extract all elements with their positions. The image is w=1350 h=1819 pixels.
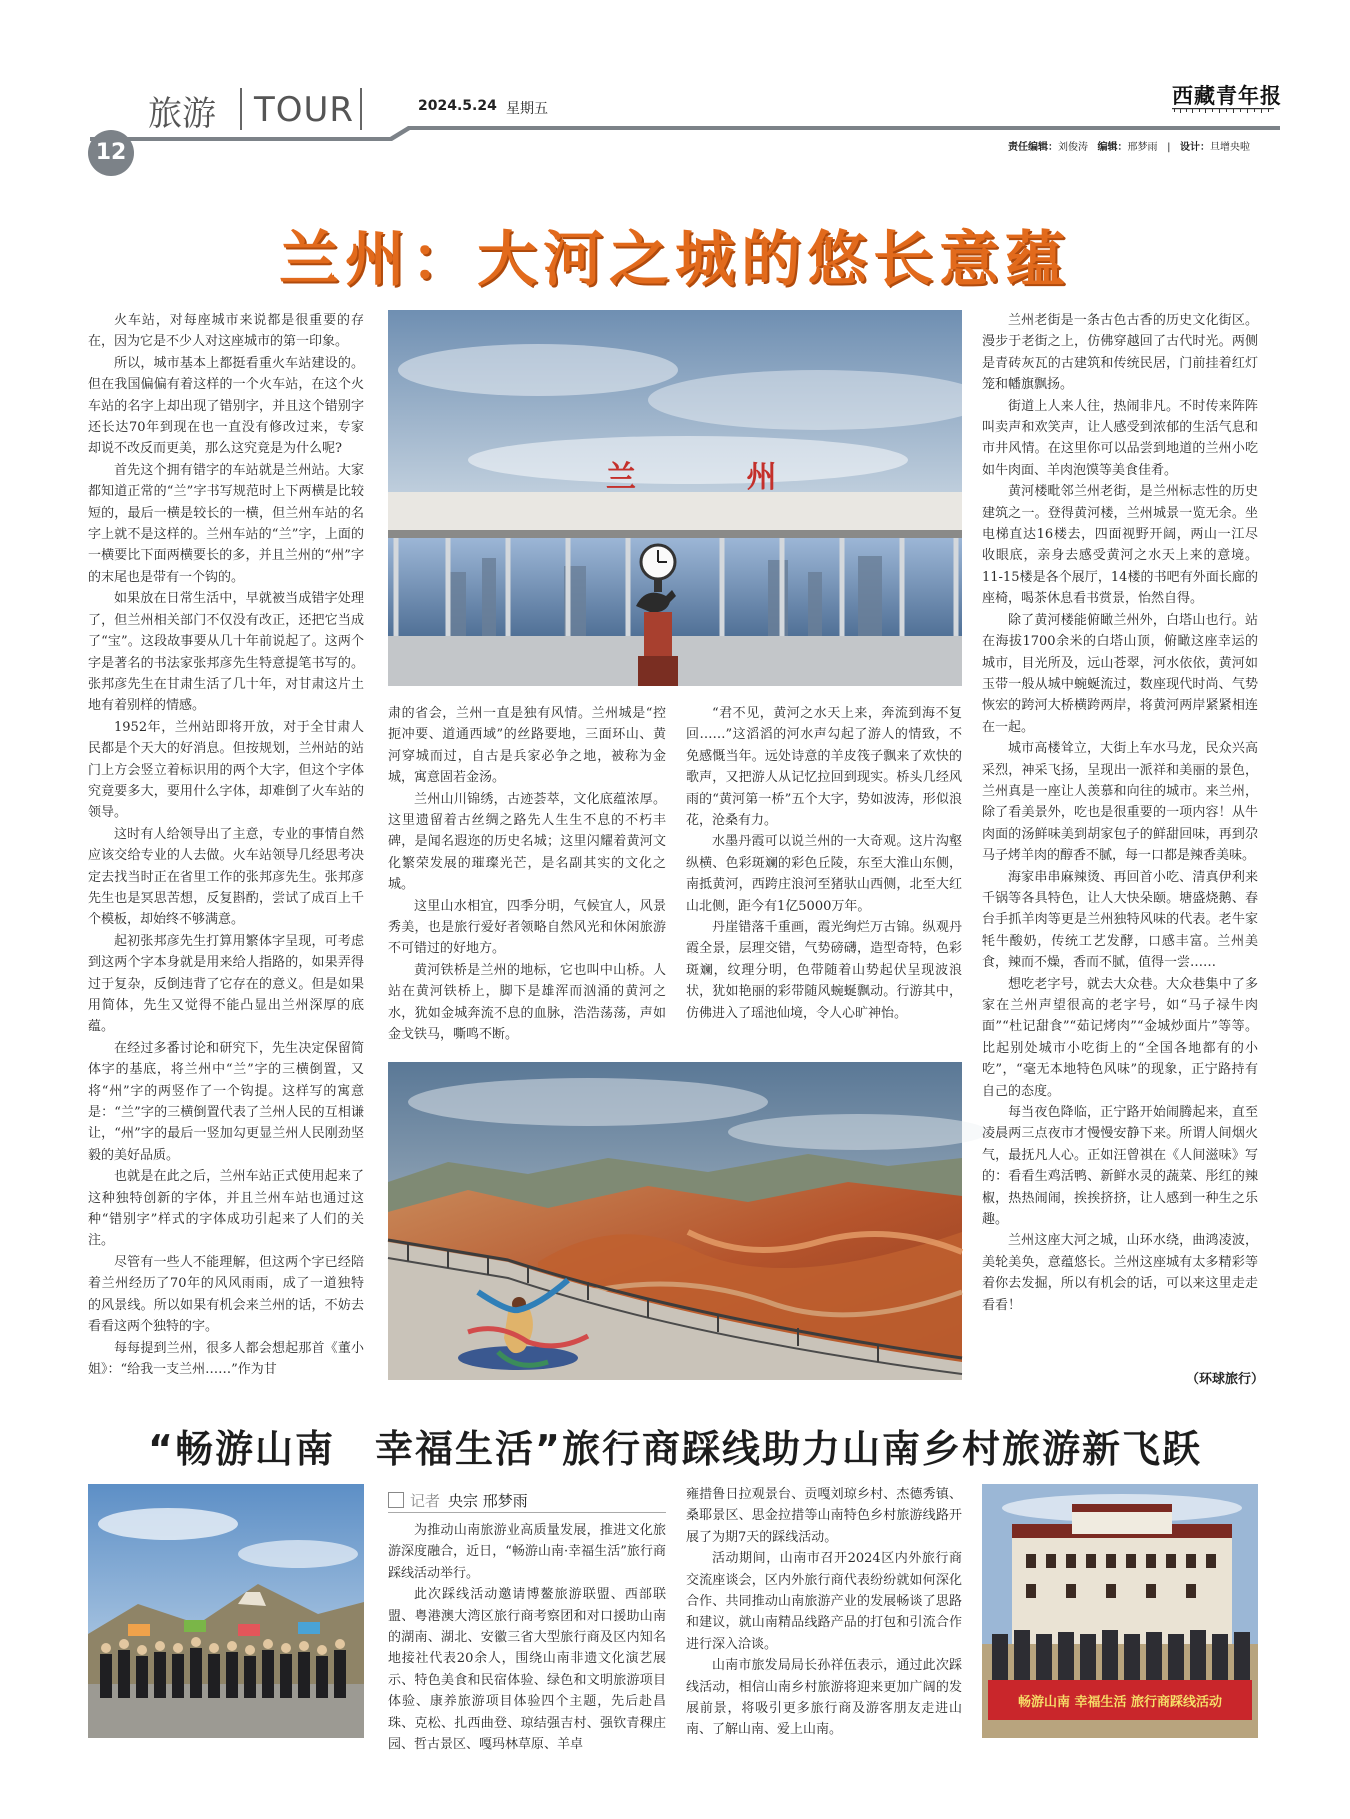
paragraph: 在经过多番讨论和研究下，先生决定保留简体字的基底，将兰州中“兰”字的三横倒置，又将“州”字的两竖作了一个钩提。这样写的寓意是：“兰”字的三横倒置代表了兰州人民的互相谦让，“州”字的最后一竖加勾更显兰州人民刚劲坚毅的美好品质。 — [88, 1040, 364, 1163]
paragraph: 城市高楼耸立，大街上车水马龙，民众兴高采烈，神采飞扬，呈现出一派祥和美丽的景色，兰州真是一座让人羡慕和向往的城市。来兰州，除了看美景外，吃也是很重要的一项内容！从牛肉面的汤鲜味美到胡家包子的鲜甜回味，再到尕马子烤羊肉的醇香不腻，每一口都是辣香美味。 — [982, 741, 1258, 864]
banner-text: 畅游山南 幸福生活 旅行商踩线活动 — [1017, 1695, 1223, 1710]
paragraph: 每每提到兰州，很多人都会想起那首《董小姐》：“给我一支兰州……”作为甘 — [88, 1340, 364, 1377]
paragraph: 山南市旅发局局长孙祥伍表示，通过此次踩线活动，相信山南乡村旅游将迎来更加广阔的发展前景，将吸引更多旅行商及游客朋友走进山南、了解山南、爱上山南。 — [686, 1658, 962, 1738]
issue-date: 2024.5.24 — [418, 98, 497, 114]
paragraph: 这里山水相宜，四季分明，气候宜人，风景秀美，也是旅行爱好者领略自然风光和休闲旅游不可错过的好地方。 — [388, 898, 666, 957]
paragraph: 兰州老街是一条古色古香的历史文化街区。漫步于老街之上，仿佛穿越回了古代时光。两侧是青砖灰瓦的古建筑和传统民居，门前挂着红灯笼和幡旗飘扬。 — [982, 313, 1258, 393]
article2-byline: 记者 央宗 邢梦雨 — [388, 1490, 528, 1511]
paragraph: 起初张邦彦先生打算用繁体字呈现，可考虑到这两个字本身就是用来给人指路的，如果弄得过于复杂，反倒违背了它存在的意义。但是如果用简体，先生又觉得不能凸显出兰州深厚的底蕴。 — [88, 933, 364, 1035]
station-sign-text: 兰 州 — [606, 460, 827, 495]
article1-column-4 — [982, 310, 1258, 1368]
paragraph: 兰州山川锦绣，古迹荟萃，文化底蕴浓厚。这里遗留着古丝绸之路先人生生不息的不朽丰碑，是闻名遐迩的历史名城；这里闪耀着黄河文化繁荣发展的璀璨光芒，是名副其实的文化之城。 — [388, 791, 666, 893]
paragraph: 1952年，兰州站即将开放，对于全甘肃人民都是个天大的好消息。但按规划，兰州站的站门上方会竖立着标识用的两个大字，但这个字体究竟要多大，要用什么字体，却难倒了火车站的领导。 — [88, 719, 364, 821]
group-photo-left — [88, 1484, 364, 1738]
paragraph: 兰州这座大河之城，山环水绕，曲鸿凌波，美轮美奂，意蕴悠长。兰州这座城有太多精彩等着你去发掘，所以有机会的话，可以来这里走走看看！ — [982, 1233, 1258, 1313]
paragraph: 丹崖错落千重画，霞光绚烂万古锦。纵观丹霞全景，层理交错，气势磅礴，造型奇特，色彩斑斓，纹理分明，色带随着山势起伏呈现波浪状，犹如艳丽的彩带随风蜿蜒飘动。行游其中，仿佛进入了瑶池仙境，令人心旷神怡。 — [686, 920, 962, 1021]
page-number-badge: 12 — [88, 130, 134, 176]
paragraph: 尽管有一些人不能理解，但这两个字已经陪着兰州经历了70年的风风雨雨，成了一道独特的风景线。所以如果有机会来兰州的话，不妨去看看这两个独特的字。 — [88, 1254, 364, 1335]
lanzhou-station-photo — [388, 310, 962, 686]
headline-shannan: “畅游山南 幸福生活”旅行商踩线助力山南乡村旅游新飞跃 — [148, 1427, 1202, 1471]
paragraph: 肃的省会，兰州一直是独有风情。兰州城是“控扼冲要、道通西域”的丝路要地，三面环山、黄河穿城而过，自古是兵家必争之地，被称为金城，寓意固若金汤。 — [388, 706, 666, 786]
article1-column-1 — [88, 310, 364, 1390]
section-name-en: TOUR — [254, 90, 355, 130]
danxia-landform-photo — [388, 1062, 962, 1380]
paragraph: 火车站，对每座城市来说都是很重要的存在，因为它是不少人对这座城市的第一印象。 — [88, 313, 364, 350]
paragraph: 所以，城市基本上都挺看重火车站建设的。但在我国偏偏有着这样的一个火车站，在这个火车站的名字上却出现了错别字，并且这个错别字还长达70年到现在也一直没有修改过来，专家却说不改反而更美，那么这究竟是为什么呢? — [88, 355, 364, 457]
editor-credits: 责任编辑：刘俊涛 编辑：邢梦雨 | 设计：旦增央啦 — [1008, 142, 1250, 153]
section-name: 旅游 — [148, 94, 216, 134]
paragraph: 想吃老字号，就去大众巷。大众巷集中了多家在兰州声望很高的老字号，如“马子禄牛肉面”“杜记甜食”“茹记烤肉”“金城炒面片”等等。比起别处城市小吃街上的“全国各地都有的小吃”，“毫无本地特色风味”的现象，正宁路持有自己的态度。 — [982, 976, 1258, 1099]
paragraph: 水墨丹霞可以说兰州的一大奇观。这片沟壑纵横、色彩斑斓的彩色丘陵，东至大淮山东侧，南抵黄河，西跨庄浪河至猪驮山西侧，北至大红山北侧，距今有1亿5000万年。 — [686, 834, 962, 914]
issue-weekday: 星期五 — [506, 101, 548, 117]
newspaper-logo: 西藏青年报 — [1172, 83, 1282, 108]
paragraph: 黄河铁桥是兰州的地标，它也叫中山桥。人站在黄河铁桥上，脚下是雄浑而汹涌的黄河之水，犹如金城奔流不息的血脉，浩浩荡荡，声如金戈铁马，嘶鸣不断。 — [388, 962, 666, 1043]
paragraph: “君不见，黄河之水天上来，奔流到海不复回……”这滔滔的河水声勾起了游人的情致，不免感慨当年。远处诗意的羊皮筏子飘来了欢快的歌声，又把游人从记忆拉回到现实。桥头几经风雨的“黄河第一桥”五个大字，势如波涛，形似浪花，沧桑有力。 — [686, 706, 962, 829]
paragraph: 如果放在日常生活中，早就被当成错字处理了，但兰州相关部门不仅没有改正，还把它当成了“宝”。这段故事要从几十年前说起了。这两个字是著名的书法家张邦彦先生特意提笔书写的。张邦彦先生在甘肃生活了几十年，对甘肃这片土地有着别样的情感。 — [88, 591, 364, 714]
paragraph: 街道上人来人往，热闹非凡。不时传来阵阵叫卖声和欢笑声，让人感受到浓郁的生活气息和市井风情。在这里你可以品尝到地道的兰州小吃如牛肉面、羊肉泡馍等美食佳肴。 — [982, 398, 1258, 478]
article2-column-2 — [686, 1484, 962, 1738]
paragraph: 海家串串麻辣烫、再回首小吃、清真伊利来千锅等各具特色，让人大快朵颐。塘盛烧鹅、春台手抓羊肉等更是兰州独特风味的代表。老牛家牦牛酸奶，传统工艺发酵，口感丰富。兰州美食，辣而不燥，香而不腻，值得一尝…… — [982, 869, 1258, 971]
paragraph: 活动期间，山南市召开2024区内外旅行商交流座谈会，区内外旅行商代表纷纷就如何深化合作、共同推动山南旅游产业的发展畅谈了思路和建议，就山南精品线路产品的打包和引流合作进行深入洽谈。 — [686, 1551, 962, 1652]
article-source: （环球旅行） — [1186, 1372, 1265, 1387]
article1-column-3 — [686, 703, 962, 1033]
headline-lanzhou: 兰州：大河之城的悠长意蕴 — [279, 225, 1071, 295]
paragraph: 黄河楼毗邻兰州老街，是兰州标志性的历史建筑之一。登得黄河楼，兰州城景一览无余。坐电梯直达16楼去，四面视野开阔，两山一江尽收眼底，亲身去感受黄河之水天上来的意境。11-15楼是各个展厅，14楼的书吧有外面长廊的座椅，喝茶休息看书赏景，怡然自得。 — [982, 484, 1258, 607]
group-photo-right — [982, 1484, 1258, 1738]
tibetan-script-logo — [1172, 107, 1274, 113]
paragraph: 这时有人给领导出了主意，专业的事情自然应该交给专业的人去做。火车站领导几经思考决定去找当时正在省里工作的张邦彦先生。张邦彦先生也是冥思苦想，反复斟酌，尝试了成百上千个模板，却始终不够满意。 — [88, 826, 364, 928]
article2-column-1 — [388, 1520, 666, 1753]
paragraph: 也就是在此之后，兰州车站正式使用起来了这种独特创新的字体，并且兰州车站也通过这种“错别字”样式的字体成功引起来了人们的关注。 — [88, 1169, 364, 1249]
paragraph: 此次踩线活动邀请博鳌旅游联盟、西部联盟、粤港澳大湾区旅行商考察团和对口援助山南的湖南、湖北、安徽三省大型旅行商及区内知名地接社代表20余人，围绕山南非遗文化演艺展示、特色美食和民宿体验、绿色和文明旅游项目体验、康养旅游项目体验四个主题，先后赴昌珠、克松、扎西曲登、琼结强吉村、强钦青稞庄园、哲古景区、嘎玛林草原、羊卓 — [388, 1587, 666, 1753]
paragraph: 每当夜色降临，正宁路开始闹腾起来，直至凌晨两三点夜市才慢慢安静下来。所谓人间烟火气，最抚凡人心。正如汪曾祺在《人间滋味》写的：看看生鸡活鸭、新鲜水灵的蔬菜、彤红的辣椒，热热闹闹，挨挨挤挤，让人感到一种生之乐趣。 — [982, 1105, 1258, 1228]
paragraph: 为推动山南旅游业高质量发展，推进文化旅游深度融合，近日，“畅游山南·幸福生活”旅行商踩线活动举行。 — [388, 1523, 666, 1581]
pen-icon — [388, 1492, 404, 1508]
paragraph: 首先这个拥有错字的车站就是兰州站。大家都知道正常的“兰”字书写规范时上下两横是比较短的，最后一横是较长的一横，但兰州车站的名字上就不是这样的。兰州车站的“兰”字，上面的一横要比下面两横要长的多，并且兰州的“州”字的末尾也是带有一个钩的。 — [88, 462, 364, 585]
byline-divider — [388, 1512, 666, 1513]
paragraph: 除了黄河楼能俯瞰兰州外，白塔山也行。站在海拔1700余米的白塔山顶，俯瞰这座幸运的城市，目光所及，远山苍翠，河水依依，黄河如玉带一般从城中蜿蜒流过，数座现代时尚、气势恢宏的跨河大桥横跨两岸，将黄河两岸紧紧相连在一起。 — [982, 612, 1258, 735]
article1-column-2 — [388, 703, 666, 1043]
paragraph: 雍措鲁日拉观景台、贡嘎刘琼乡村、杰德秀镇、桑耶景区、思金拉措等山南特色乡村旅游线路开展了为期7天的踩线活动。 — [686, 1487, 962, 1545]
